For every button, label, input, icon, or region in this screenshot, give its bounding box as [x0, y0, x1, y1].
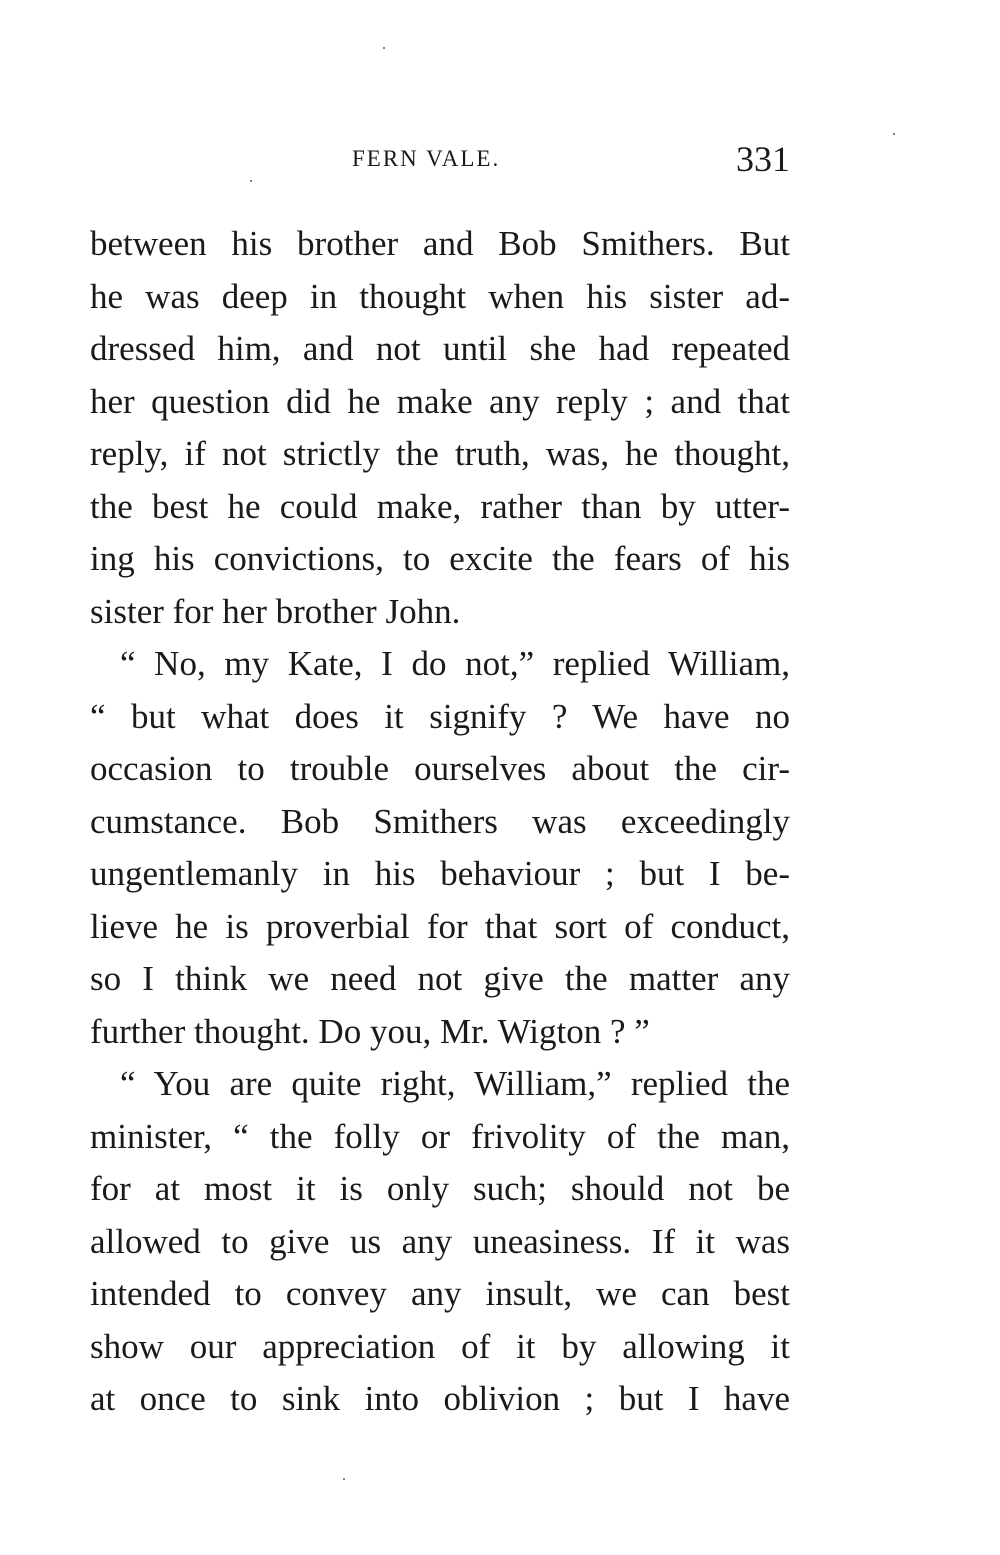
text-line: lieve he is proverbial for that sort of conduct, — [90, 906, 790, 946]
text-line: cumstance. Bob Smithers was exceedingly — [90, 801, 790, 841]
paragraph — [90, 218, 790, 638]
text-line: sister for her brother John. — [90, 591, 461, 631]
text-line: her question did he make any reply ; and that — [90, 381, 790, 421]
text-line: show our appreciation of it by allowing it — [90, 1326, 790, 1366]
print-speck — [343, 1478, 345, 1480]
text-line: so I think we need not give the matter any — [90, 959, 790, 998]
text-line: dressed him, and not until she had repeated — [90, 329, 790, 368]
text-line: between his brother and Bob Smithers. But — [90, 224, 790, 263]
body-text — [90, 218, 790, 1426]
text-line: at once to sink into oblivion ; but I have — [90, 1379, 790, 1418]
text-line: for at most it is only such; should not be — [90, 1169, 790, 1208]
text-line: ing his convictions, to excite the fears of his — [90, 539, 790, 578]
running-title: FERN VALE. — [352, 146, 501, 171]
text-line: “ No, my Kate, I do not,” replied William, — [120, 644, 790, 683]
text-line: further thought. Do you, Mr. Wigton ? ” — [90, 1011, 650, 1051]
text-line: the best he could make, rather than by utter- — [90, 486, 790, 526]
paragraph — [90, 1058, 790, 1426]
print-speck — [893, 133, 895, 135]
running-head — [90, 138, 790, 188]
page-number: 331 — [736, 139, 790, 179]
text-line: intended to convey any insult, we can best — [90, 1274, 790, 1313]
text-line: occasion to trouble ourselves about the cir- — [90, 749, 790, 788]
text-line: he was deep in thought when his sister ad- — [90, 276, 790, 316]
text-line: “ You are quite right, William,” replied the — [120, 1064, 790, 1103]
text-line: allowed to give us any uneasiness. If it was — [90, 1221, 790, 1261]
paragraph — [90, 638, 790, 1058]
text-line: minister, “ the folly or frivolity of the man, — [90, 1116, 790, 1156]
text-line: ungentlemanly in his behaviour ; but I be- — [90, 854, 790, 893]
text-line: reply, if not strictly the truth, was, he thought, — [90, 434, 790, 473]
print-speck — [383, 47, 385, 49]
text-line: “ but what does it signify ? We have no — [90, 696, 790, 736]
